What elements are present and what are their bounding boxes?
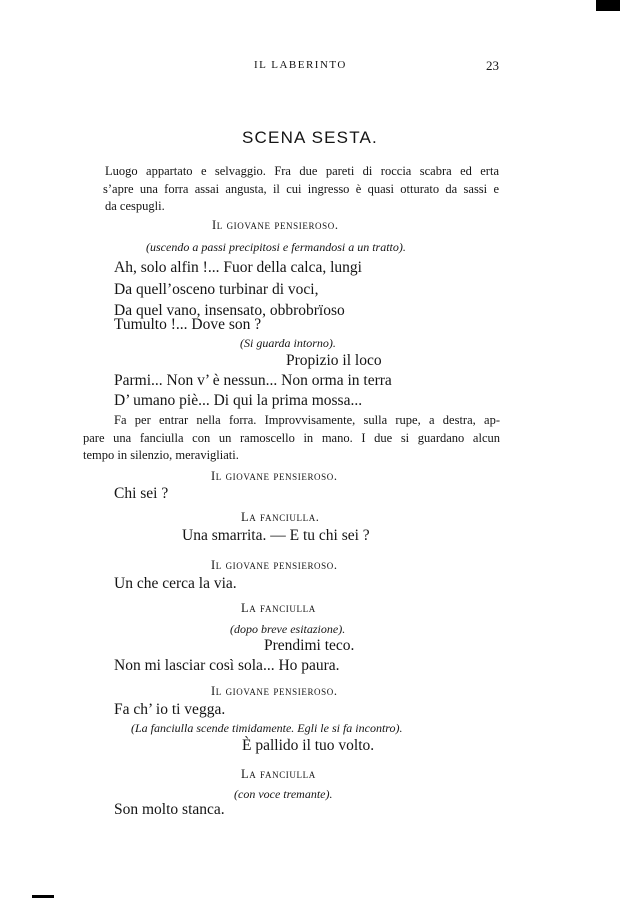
stage-direction: (con voce tremante). [234,787,333,801]
verse-line: Una smarrita. — E tu chi sei ? [182,527,370,544]
stage-line: Fa per entrar nella forra. Improvvisamente, sulla rupe, a destra, ap- [114,413,500,427]
verse-line: Un che cerca la via. [114,575,237,592]
verse-line: Da quel vano, insensato, obbrobrïoso [114,302,345,319]
stage-direction: (Si guarda intorno). [240,336,336,350]
speaker-label: La fanciulla [241,601,316,615]
verse-line: Chi sei ? [114,485,169,502]
stage-line: pare una fanciulla con un ramoscello in mano. I due si guardano alcun [83,430,500,445]
verse-line: Prendimi teco. [264,637,355,654]
verse-line: Propizio il loco [286,352,382,369]
stage-direction-opening [105,163,499,216]
verse-line: Son molto stanca. [114,801,225,818]
verse-line: Tumulto !... Dove son ? [114,316,262,333]
verse-line: Non mi lasciar così sola... Ho paura. [114,657,340,674]
stage-direction: (uscendo a passi precipitosi e fermandosi a un tratto). [146,240,406,254]
verse-line: È pallido il tuo volto. [242,737,375,754]
bottom-left-edge-mark [32,895,54,898]
verse-line: Da quell’osceno turbinar di voci, [114,281,319,298]
speaker-label: Il giovane pensieroso. [211,684,338,698]
speaker-label: Il giovane pensieroso. [212,218,339,232]
verse-line: Fa ch’ io ti vegga. [114,701,226,718]
stage-direction: (dopo breve esitazione). [230,622,346,636]
speaker-label: La fanciulla [241,767,316,781]
stage-line: s’apre una forra assai angusta, il cui ingresso è quasi otturato da sassi e [103,181,499,196]
top-right-edge-mark [596,0,620,11]
page-number: 23 [486,58,499,73]
speaker-label: Il giovane pensieroso. [211,558,338,572]
speaker-label: La fanciulla. [241,510,320,524]
scene-title: SCENA SESTA. [242,128,378,147]
stage-line: tempo in silenzio, meravigliati. [83,448,239,462]
stage-line: Luogo appartato e selvaggio. Fra due pareti di roccia scabra ed erta [105,164,499,178]
running-title: IL LABERINTO [254,59,347,71]
verse-line: D’ umano piè... Di qui la prima mossa... [114,392,363,409]
stage-line: da cespugli. [105,199,165,213]
stage-direction: (La fanciulla scende timidamente. Egli le si fa incontro). [131,721,403,735]
verse-line: Parmi... Non v’ è nessun... Non orma in terra [114,372,392,389]
stage-direction-entrance [83,412,500,465]
verse-line: Ah, solo alfin !... Fuor della calca, lungi [114,259,362,276]
speaker-label: Il giovane pensieroso. [211,469,338,483]
